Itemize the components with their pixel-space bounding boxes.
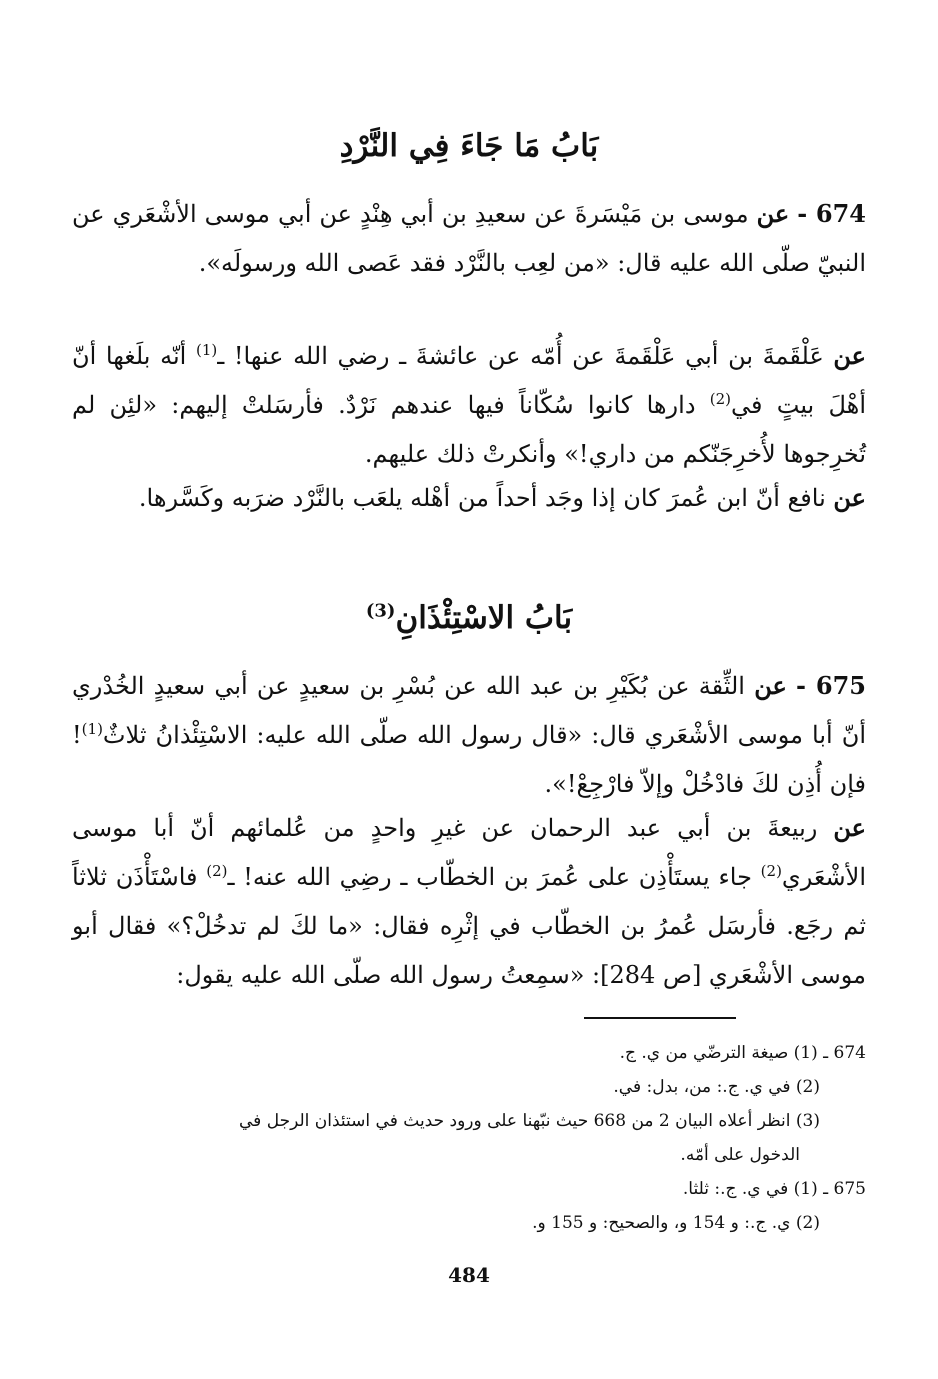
narration-aisha — [72, 331, 866, 479]
footnote-ref[interactable]: (2) — [709, 390, 732, 408]
narration-text: نافع أنّ ابن عُمرَ كان إذا وجَد أحداً من أهْله يلعَب بالنَّرْد ضرَبه وكَسَّرها. — [138, 484, 826, 512]
narration-lead-word: عن — [833, 341, 866, 370]
hadith-text-1: الثِّقة عن بُكَيْرِ بن عبد الله عن بُسْرِ بن سعيدٍ عن أبي سعيدٍ الخُدْري أنّ أبا موسى الأشْعَري قال: «قال رسول الله صلّى الله عليه: الاسْتِئْذانُ ثلاثٌ — [72, 672, 866, 749]
footnote-ref[interactable]: (1) — [195, 341, 218, 359]
footnote-line: (2) ي. ج.: و 154 و، والصحيح: و 155 و. — [532, 1213, 820, 1233]
footnote-ref[interactable]: (1) — [81, 720, 103, 738]
footnote-ref[interactable]: (2) — [760, 862, 782, 880]
footnotes — [72, 1036, 866, 1240]
footnote-separator — [584, 1017, 736, 1019]
hadith-lead-word: عن — [754, 671, 787, 700]
narration-nafi — [72, 473, 866, 523]
narration-text-2: جاء يستَأْذِن على عُمرَ بن الخطّاب ـ رضِي الله عنه! ـ — [227, 863, 752, 891]
chapter-heading-text: بَابُ الاسْتِئْذَانِ — [395, 600, 573, 636]
hadith-number: 674 - — [797, 199, 866, 228]
hadith-text-2: ! فإن أُذِن لكَ فادْخُلْ وإلاّ فارْجِعْ!». — [72, 721, 866, 798]
footnote-line: (3) انظر أعلاه البيان 2 من 668 حيث نبّهنا على ورود حديث في استئذان الرجل في — [239, 1111, 820, 1131]
footnote-line: الدخول على أمّه. — [680, 1145, 800, 1165]
hadith-675 — [72, 661, 866, 809]
narration-text-1: ربيعةَ بن أبي عبد الرحمان عن غيرِ واحدٍ من عُلمائهم أنّ أبا موسى الأشْعَري — [72, 814, 866, 891]
chapter-heading-dice: بَابُ مَا جَاءَ فِي النَّرْدِ — [339, 128, 599, 164]
hadith-lead-word: عن — [756, 199, 790, 228]
footnote-line: 674 ـ (1) صيغة الترضّي من ي. ج. — [619, 1043, 866, 1063]
narration-text-3: فاسْتَأْذَن ثلاثاً ثم رجَع. فأرسَل عُمرُ بن الخطّاب في إثْرِه فقال: «ما لكَ لم تدخُلْ؟» فقال أبو موسى الأشْعَري [ص 284]: «سمِعتُ رسول الله صلّى الله عليه يقول: — [72, 863, 867, 989]
narration-text-2: أنّه بلَغها أنّ أهْلَ بيتٍ في — [72, 342, 866, 419]
hadith-674 — [72, 189, 866, 288]
narration-text-3: دارها كانوا سُكّاناً فيها عندهم نَرْدٌ. فأرسَلتْ إليهم: «لئِن لم تُخرِجوها لأُخرِجَنّكم من داري!» وأنكرتْ ذلك عليهم. — [72, 391, 866, 468]
hadith-number: 675 - — [795, 671, 866, 700]
narration-rabia — [72, 803, 866, 1000]
footnote-ref[interactable]: (2) — [206, 862, 228, 880]
hadith-text: موسى بن مَيْسَرةَ عن سعيدِ بن أبي هِنْدٍ عن أبي موسى الأشْعَري عن النبيّ صلّى الله عليه قال: «من لعِب بالنَّرْد فقد عَصى الله ورسولَه». — [72, 200, 866, 277]
page-number: 484 — [448, 1263, 490, 1287]
chapter-heading-permission — [60, 600, 878, 636]
narration-lead-word: عن — [833, 483, 866, 512]
narration-text-1: عَلْقَمةَ بن أبي عَلْقَمةَ عن أُمّه عن عائشةَ ـ رضي الله عنها! ـ — [217, 342, 824, 370]
footnote-ref[interactable]: (3) — [365, 600, 396, 622]
footnote-line: 675 ـ (1) في ي. ج.: ثلثا. — [682, 1179, 866, 1199]
footnote-line: (2) في ي. ج.: من، بدل: في. — [613, 1077, 820, 1097]
narration-lead-word: عن — [833, 813, 866, 842]
